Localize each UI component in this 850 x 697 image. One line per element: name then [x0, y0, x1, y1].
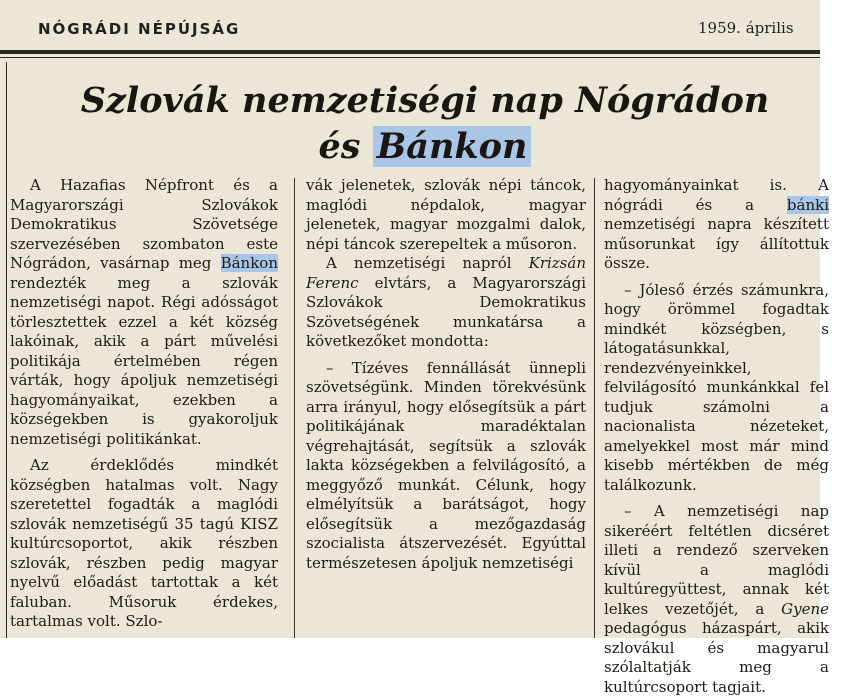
article-body — [0, 176, 829, 696]
col1-paragraph-2: Az érdeklődés mindkét községben hatalmas volt. Nagy szeretettel fogadták a maglódi szlovák nemzetiségű 35 tagú KISZ kultúrcsoportot, akik részben szlovák, részben pedig magyar nyelvű előadást tartottak a két faluban. Műsoruk érdekes, tartalmas volt. Szlo- — [10, 456, 278, 630]
highlight-banki: bánki — [786, 195, 829, 214]
headline-line-1: Szlovák nemzetiségi nap Nógrádon — [80, 80, 770, 121]
column-1 — [10, 176, 278, 632]
headline-highlight-bankon: Bánkon — [373, 126, 532, 167]
column-2 — [306, 176, 586, 573]
col3-paragraph-3 — [604, 502, 829, 697]
col3-p3-text-b: pedagógus házaspárt, akik szlovákul és magyarul szólaltatják meg a kultúrcsoport tagjait. — [604, 619, 829, 696]
col3-p1-text-a: hagyományainkat is. A nógrádi és a — [604, 176, 829, 214]
col2-paragraph-1: vák jelenetek, szlovák népi táncok, maglódi népdalok, magyar jelenetek, magyar mozgalmi dalok, népi táncok szerepeltek a műsoron. — [306, 176, 586, 253]
col3-paragraph-1 — [604, 176, 829, 274]
article-headline — [0, 78, 850, 170]
col2-paragraph-3: – Tízéves fennállását ünnepli szövetségünk. Minden törekvésünk arra irányul, hogy elősegítsük a párt politikájának maradéktalan végrehajtását, segítsük a szlovák lakta községekben a felvilágosító, a meggyőző munkát. Célunk, hogy elmélyítsük a barátságot, hogy elősegítsük a mezőgazdaság szocialista átszervezését. Egyúttal természetesen ápoljuk nemzetiségi — [306, 358, 586, 572]
masthead-rule-thin — [0, 57, 820, 58]
headline-line-2-prefix: és — [318, 126, 373, 167]
col2-paragraph-2 — [306, 254, 586, 352]
col1-p1-text-b: rendezték meg a szlovák nemzetiségi napot. Régi adósságot törlesztettek ezzel a két község lakóinak, akik a párt művelési politikája értelmében régen várták, hogy ápoljuk nemzetiségi hagyományaikat, ezekben a községekben is gyakoroljuk nemzetiségi politikánkat. — [10, 273, 278, 448]
col3-p3-text-a: – A nemzetiségi nap sikeréért feltétlen dicséret illeti a rendező szerveken kívül a maglódi kultúregyüttest, annak két lelkes vezetőjét, a — [604, 502, 829, 618]
issue-date: 1959. április — [698, 19, 794, 37]
col1-p1-text-a: A Hazafias Népfront és a Magyarországi Szlovákok Demokratikus Szövetsége szervezésében szombaton este Nógrádon, vasárnap meg — [10, 176, 278, 272]
col1-paragraph-1 — [10, 176, 278, 449]
col3-p1-text-b: nemzetiségi napra készített műsorunkat így állítottuk össze. — [604, 215, 829, 272]
headline-line-2 — [0, 124, 850, 170]
masthead-rule-thick — [0, 50, 820, 54]
person-name-gyene: Gyene — [781, 599, 829, 618]
col2-p2-text-b: elvtárs, a Magyarországi Szlovákok Demokratikus Szövetségének munkatársa a következőket mondotta: — [306, 273, 586, 350]
col2-p2-text-a: A nemzetiségi napról — [326, 254, 529, 272]
newspaper-name: NÓGRÁDI NÉPÚJSÁG — [38, 20, 241, 38]
person-name-krizsan: Krizsán Ferenc — [306, 254, 586, 292]
column-3 — [604, 176, 829, 697]
highlight-bankon: Bánkon — [220, 254, 278, 272]
col3-paragraph-2: – Jóleső érzés számunkra, hogy örömmel fogadtak mindkét községben, s látogatásunkkal, rendezvényeinkkel, felvilágosító munkánkkal fel tudjuk számolni a nacionalista nézeteket, amelyekkel most már mind kisebb mértékben de még találkozunk. — [604, 280, 829, 494]
masthead — [0, 0, 820, 52]
